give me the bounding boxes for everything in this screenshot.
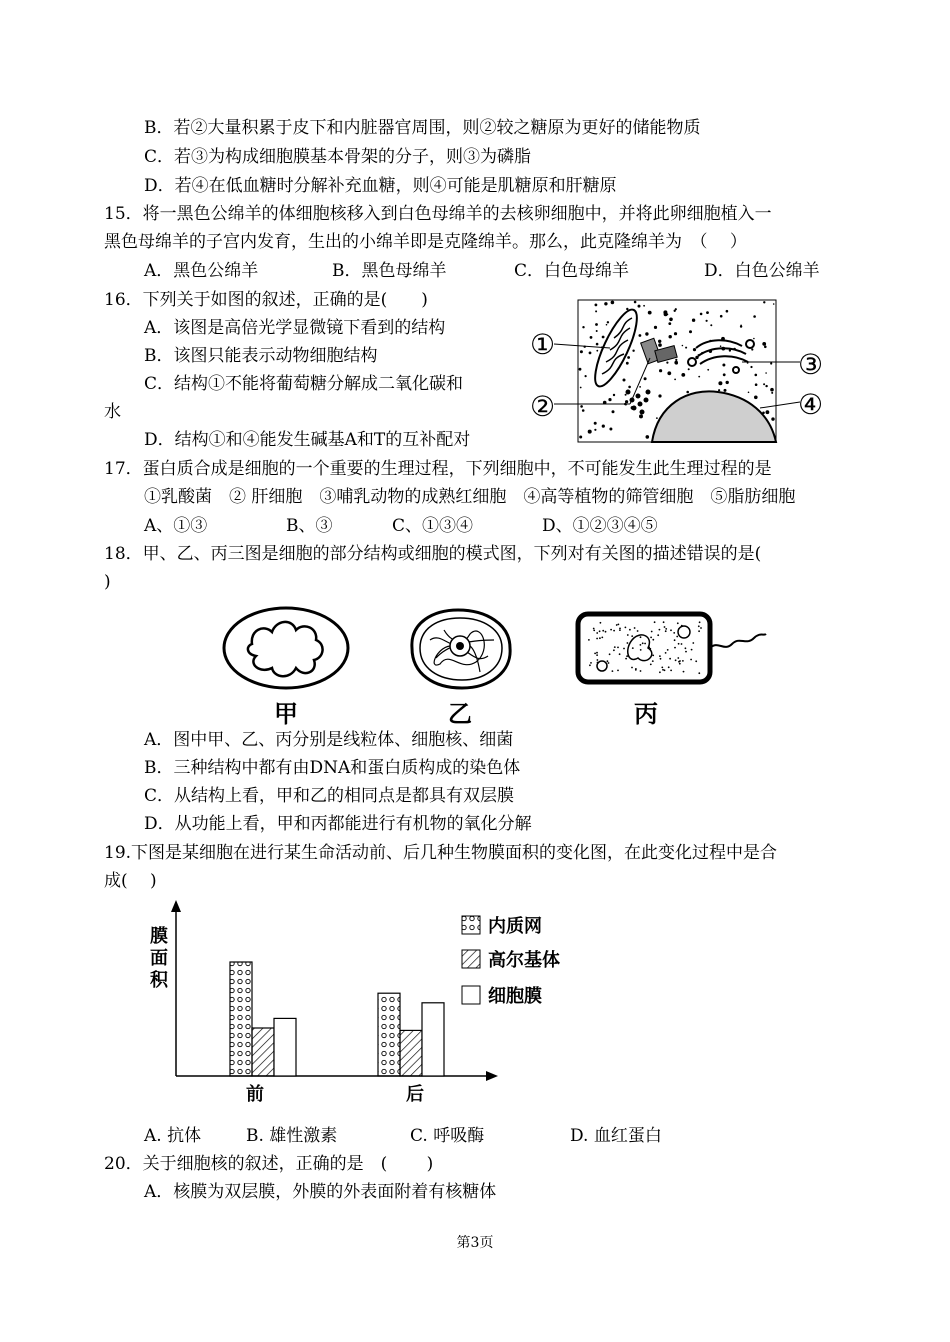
bacterium-dot [691, 649, 693, 651]
cytoplasm-dot [763, 301, 765, 303]
q18-option-b: B．三种结构中都有由DNA和蛋白质构成的染色体 [144, 758, 521, 778]
bacterium-dot [588, 639, 590, 641]
cytoplasm-dot [594, 429, 596, 431]
bacterium-dot [640, 636, 642, 638]
cytoplasm-dot [606, 324, 608, 326]
chart-legend [462, 915, 560, 1007]
cytoplasm-dot [688, 368, 690, 370]
bacterium-dot [659, 629, 661, 631]
legend-swatch-golgi [462, 950, 480, 968]
cytoplasm-dot [648, 311, 652, 315]
q17-option-d: D、①②③④⑤ [542, 516, 658, 536]
bacterium-dot [623, 648, 625, 650]
bacterium-dot [625, 627, 627, 629]
bacterium-dot [640, 670, 642, 672]
category-label-after: 后 [406, 1084, 424, 1105]
bacterium-dot [629, 629, 631, 631]
bacterium-dot [683, 671, 685, 673]
cytoplasm-dot [646, 435, 650, 439]
cytoplasm-dot [663, 310, 667, 314]
cytoplasm-dot [596, 330, 598, 332]
figure-bing-bacterium [578, 614, 766, 682]
bacterium-dot [673, 632, 675, 634]
bacterium-dot [663, 621, 665, 623]
cytoplasm-dot [658, 343, 662, 347]
q18-option-a: A．图中甲、乙、丙分别是线粒体、细胞核、细菌 [144, 730, 514, 750]
bar-golgi-before [252, 1028, 274, 1076]
cytoplasm-dot [579, 436, 582, 439]
cytoplasm-dot [589, 352, 592, 355]
q14-option-b: B．若②大量积累于皮下和内脏器官周围，则②较之糖原为更好的储能物质 [144, 118, 701, 138]
bacterium-dot [676, 636, 678, 638]
bacterium-dot [659, 671, 661, 673]
bacterium-dot [596, 638, 598, 640]
q19-option-d: D. 血红蛋白 [570, 1126, 662, 1146]
cytoplasm-dot [750, 366, 752, 368]
bacterium-dot [610, 629, 612, 631]
q16-cell-figure [528, 296, 828, 446]
cytoplasm-dot [707, 369, 709, 371]
q20-option-a: A．核膜为双层膜，外膜的外表面附着有核糖体 [144, 1182, 497, 1202]
bacterium-dot [665, 628, 667, 630]
bacterium-dot [613, 649, 615, 651]
q19-option-c: C. 呼吸酶 [410, 1126, 485, 1146]
bacterium-dot [594, 653, 596, 655]
cytoplasm-dot [740, 325, 742, 327]
cytoplasm-dot [681, 373, 685, 377]
bacterium-dot [596, 632, 598, 634]
cytoplasm-dot [722, 364, 725, 367]
q19-option-b: B. 雄性激素 [246, 1126, 338, 1146]
cytoplasm-dot [764, 346, 767, 349]
bacterium-dot [685, 647, 687, 649]
cytoplasm-dot [773, 303, 775, 305]
cytoplasm-dot [669, 318, 673, 322]
figure-jia-mitochondrion [224, 608, 348, 688]
bacterium-dot [664, 669, 666, 671]
legend-label-membrane: 细胞膜 [488, 986, 542, 1007]
cytoplasm-dot [590, 336, 593, 339]
bacterium-dot [665, 630, 667, 632]
bacterium-dot [608, 662, 610, 664]
bacterium-dot [612, 670, 614, 672]
cytoplasm-dot [645, 332, 648, 335]
bar-er-after [378, 993, 400, 1076]
page-footer: 第3页 [456, 1235, 494, 1251]
label-1: ① [530, 328, 556, 361]
cytoplasm-dot [604, 302, 607, 305]
bacterium-dot [674, 639, 676, 641]
q16-option-a: A．该图是高倍光学显微镜下看到的结构 [144, 318, 446, 338]
q16-option-d: D．结构①和④能发生碱基A和T的互补配对 [144, 430, 471, 450]
cytoplasm-dot [643, 305, 645, 307]
bacterium-dot [627, 634, 629, 636]
membrane-area-chart [140, 896, 580, 1106]
bacterium-dot [599, 630, 601, 632]
q16-stem: 16．下列关于如图的叙述，正确的是( ) [104, 290, 428, 310]
bacterium-dot [618, 624, 620, 626]
bacterium-dot [616, 624, 618, 626]
cytoplasm-dot [726, 310, 729, 313]
bacterium-dot [627, 642, 629, 644]
cytoplasm-dot [639, 414, 643, 418]
q19-stem-line2: 成( ) [104, 871, 157, 891]
bacterium-dot [657, 634, 659, 636]
q17-option-b: B、③ [286, 516, 333, 536]
q15-option-c: C．白色母绵羊 [514, 261, 630, 281]
cytoplasm-dot [675, 362, 678, 365]
bacterium-dot [677, 622, 679, 624]
bacterium-dot [695, 660, 697, 662]
cytoplasm-dot [675, 359, 677, 361]
bacterium-dot [619, 653, 621, 655]
bacterium-dot [650, 664, 652, 666]
cytoplasm-dot [608, 398, 611, 401]
cytoplasm-dot [580, 405, 583, 408]
cytoplasm-dot [658, 340, 661, 343]
q16-option-c-line1: C．结构①不能将葡萄糖分解成二氧化碳和 [144, 374, 464, 394]
q15-stem-line2: 黑色母绵羊的子宫内发育，生出的小绵羊即是克隆绵羊。那么，此克隆绵羊为 （ ） [104, 232, 747, 252]
cytoplasm-dot [726, 381, 729, 384]
cytoplasm-dot [658, 394, 661, 397]
cytoplasm-dot [580, 387, 582, 389]
q17-option-a: A、①③ [144, 516, 208, 536]
bacterium-dot [596, 652, 598, 654]
cytoplasm-dot [667, 371, 671, 375]
bar-membrane-after [422, 1003, 444, 1076]
cytoplasm-dot [625, 400, 628, 403]
bacterium-dot [659, 655, 661, 657]
q18-stem-line2: ) [104, 572, 111, 592]
cytoplasm-dot [674, 332, 677, 335]
cytoplasm-dot [659, 369, 662, 372]
bacterium-dot [698, 630, 700, 632]
bacterium-dot [590, 662, 592, 664]
legend-swatch-er [462, 916, 480, 934]
bacterium-dot [654, 621, 656, 623]
cytoplasm-dot [668, 322, 671, 325]
q18-figures [214, 600, 774, 730]
cytoplasm-dot [596, 350, 598, 352]
bacterium-dot [599, 637, 601, 639]
bacterium-dot [619, 628, 621, 630]
bacterium-dot [690, 659, 692, 661]
bacterium-dot [652, 660, 654, 662]
bacterium-dot [692, 642, 694, 644]
x-axis-arrow [486, 1071, 498, 1081]
bacterium-dot [640, 649, 642, 651]
bar-membrane-before [274, 1018, 296, 1076]
bacterium-dot [665, 652, 667, 654]
cytoplasm-dot [638, 305, 641, 308]
bacterium-dot [625, 658, 627, 660]
cytoplasm-dot [613, 394, 615, 396]
bacterium-dot [609, 653, 611, 655]
q16-option-c-line2: 水 [104, 402, 121, 422]
cytoplasm-dot [693, 348, 696, 351]
q14-option-d: D．若④在低血糖时分解补充血糖，则④可能是肌糖原和肝糖原 [144, 176, 617, 196]
cytoplasm-dot [765, 372, 767, 374]
cytoplasm-dot [627, 356, 630, 359]
cytoplasm-dot [753, 315, 756, 318]
bacterium-dot [607, 660, 609, 662]
bacterium-dot [613, 630, 615, 632]
bacterium-dot [617, 670, 619, 672]
cytoplasm-dot [580, 350, 583, 353]
bacterium-dot [640, 644, 642, 646]
y-axis-arrow [171, 900, 181, 912]
bacterium-dot [631, 667, 633, 669]
label-2: ② [530, 390, 556, 423]
cytoplasm-dot [706, 311, 709, 314]
cytoplasm-dot [639, 334, 642, 337]
bacterium-dot [660, 658, 662, 660]
cytoplasm-dot [644, 377, 647, 380]
legend-label-golgi: 高尔基体 [488, 950, 560, 971]
q16-option-b: B．该图只能表示动物细胞结构 [144, 346, 378, 366]
bacterium-dot [619, 629, 621, 631]
bar-golgi-after [400, 1030, 422, 1076]
cytoplasm-dot [654, 326, 657, 329]
bacterium-dot [698, 672, 700, 674]
bacterium-dot [593, 630, 595, 632]
q19-option-a: A. 抗体 [144, 1126, 202, 1146]
q15-option-a: A．黑色公绵羊 [144, 261, 259, 281]
bacterium-dot [679, 663, 681, 665]
cytoplasm-dot [748, 392, 750, 394]
bacterium-dot [681, 643, 683, 645]
cytoplasm-dot [770, 362, 772, 364]
q15-option-d: D．白色公绵羊 [704, 261, 820, 281]
bacterium-dot [651, 631, 653, 633]
q15-option-b: B．黑色母绵羊 [332, 261, 447, 281]
bacterium-dot [589, 664, 591, 666]
label-3: ③ [798, 348, 824, 381]
cytoplasm-dot [771, 417, 774, 420]
bacterium-dot [699, 621, 701, 623]
bacterium-dot [637, 630, 639, 632]
category-label-before: 前 [246, 1084, 264, 1105]
cytoplasm-dot [771, 392, 773, 394]
cytoplasm-dot [625, 394, 627, 396]
bacterium-dot [593, 628, 595, 630]
q18-option-d: D．从功能上看，甲和丙都能进行有机物的氧化分解 [144, 814, 532, 834]
q17-stem: 17．蛋白质合成是细胞的一个重要的生理过程，下列细胞中，不可能发生此生理过程的是 [104, 459, 772, 479]
cytoplasm-dot [582, 409, 585, 412]
y-axis-label: 膜面积 [150, 926, 168, 991]
cytoplasm-dot [595, 310, 597, 312]
cytoplasm-dot [602, 425, 605, 428]
cytoplasm-dot [770, 388, 774, 392]
cytoplasm-dot [674, 379, 676, 381]
bacterium-dot [667, 649, 669, 651]
bar-er-before [230, 962, 252, 1076]
label-bing: 丙 [634, 699, 658, 728]
cytoplasm-dot [656, 417, 658, 419]
cytoplasm-dot [706, 320, 708, 322]
label-jia: 甲 [274, 699, 298, 728]
legend-label-er: 内质网 [488, 916, 542, 937]
cytoplasm-dot [718, 389, 720, 391]
cytoplasm-dot [755, 374, 758, 377]
cytoplasm-dot [766, 410, 770, 414]
bacterium-dot [644, 643, 646, 645]
bacterium-dot [670, 670, 672, 672]
cytoplasm-dot [685, 347, 687, 349]
cytoplasm-dot [611, 301, 615, 305]
bacterium-dot [632, 647, 634, 649]
cytoplasm-dot [588, 430, 592, 434]
cytoplasm-dot [754, 396, 758, 400]
q17-items: ①乳酸菌 ② 肝细胞 ③哺乳动物的成熟红细胞 ④高等植物的筛管细胞 ⑤脂肪细胞 [144, 487, 796, 507]
q18-option-c: C．从结构上看，甲和乙的相同点是都具有双层膜 [144, 786, 515, 806]
cytoplasm-dot [628, 386, 631, 389]
q15-stem-line1: 15．将一黑色公绵羊的体细胞核移入到白色母绵羊的去核卵细胞中，并将此卵细胞植入一 [104, 204, 772, 224]
bacterium-dot [634, 627, 636, 629]
bacterium-dot [650, 637, 652, 639]
cytoplasm-dot [720, 345, 722, 347]
cytoplasm-dot [594, 422, 597, 425]
cytoplasm-dot [582, 326, 584, 328]
cytoplasm-dot [689, 330, 692, 333]
bacterium-dot [600, 622, 602, 624]
q18-stem-line1: 18．甲、乙、丙三图是细胞的部分结构或细胞的模式图，下列对有关图的描述错误的是( [104, 544, 762, 564]
bacterium-dot [674, 647, 676, 649]
cytoplasm-dot [623, 379, 626, 382]
cytoplasm-dot [724, 389, 727, 392]
bacterium-dot [631, 635, 633, 637]
cytoplasm-dot [579, 368, 582, 371]
cytoplasm-dot [674, 310, 676, 312]
cytoplasm-dot [626, 362, 629, 365]
cytoplasm-dot [718, 381, 722, 385]
cytoplasm-dot [595, 304, 598, 307]
cytoplasm-dot [639, 386, 641, 388]
figure-yi-nucleus [412, 610, 510, 688]
cytoplasm-dot [682, 345, 684, 347]
cytoplasm-dot [602, 336, 605, 339]
cytoplasm-dot [595, 323, 598, 326]
cytoplasm-dot [632, 350, 634, 352]
bacterium-dot [678, 643, 680, 645]
q19-stem-line1: 19.下图是某细胞在进行某生命活动前、后几种生物膜面积的变化图，在此变化过程中是合 [104, 843, 778, 863]
cytoplasm-dot [686, 391, 689, 394]
bacterium-dot [596, 654, 598, 656]
bacterium-dot [664, 626, 666, 628]
bacterium-dot [601, 637, 603, 639]
label-yi: 乙 [448, 699, 472, 728]
cytoplasm-dot [669, 335, 672, 338]
bacterium-dot [642, 642, 644, 644]
q17-option-c: C、①③④ [392, 516, 474, 536]
cytoplasm-dot [698, 376, 700, 378]
cytoplasm-dot [753, 338, 755, 340]
cytoplasm-dot [609, 428, 612, 431]
bacterium-dot [698, 625, 700, 627]
bacterium-dot [668, 666, 670, 668]
cytoplasm-dot [720, 315, 723, 318]
bacterium-dot [675, 659, 677, 661]
bacterium-dot [678, 661, 680, 663]
q14-option-c: C．若③为构成细胞膜基本骨架的分子，则③为磷脂 [144, 147, 532, 167]
q20-stem: 20．关于细胞核的叙述，正确的是 ( ) [104, 1154, 434, 1174]
cytoplasm-dot [762, 342, 766, 346]
cytoplasm-dot [666, 362, 668, 364]
cytoplasm-dot [763, 383, 765, 385]
bacterium-dot [677, 657, 679, 659]
cytoplasm-dot [723, 373, 726, 376]
legend-swatch-membrane [462, 986, 480, 1004]
cytoplasm-dot [585, 375, 587, 377]
bacterium-dot [605, 631, 607, 633]
bacterium-dot [700, 627, 702, 629]
bacterium-dot [652, 655, 654, 657]
bacterium-dot [614, 646, 616, 648]
cytoplasm-dot [692, 319, 695, 322]
bacterium-dot [670, 629, 672, 631]
cytoplasm-dot [596, 343, 599, 346]
cytoplasm-dot [607, 321, 609, 323]
bacterium-dot [682, 660, 684, 662]
cytoplasm-dot [634, 301, 637, 304]
bacterium-dot [617, 647, 619, 649]
cytoplasm-dot [700, 313, 703, 316]
cytoplasm-dot [710, 324, 712, 326]
bacterium-dot [635, 669, 637, 671]
cytoplasm-dot [765, 385, 767, 387]
bacterium-dot [652, 639, 654, 641]
cytoplasm-dot [755, 383, 758, 386]
label-4: ④ [798, 388, 824, 421]
bacterium-dot [669, 658, 671, 660]
bacterium-dot [602, 630, 604, 632]
bacterium-dot [685, 651, 687, 653]
bacterium-dot [597, 659, 599, 661]
cytoplasm-dot [612, 410, 615, 413]
bacterium-dot [661, 667, 663, 669]
